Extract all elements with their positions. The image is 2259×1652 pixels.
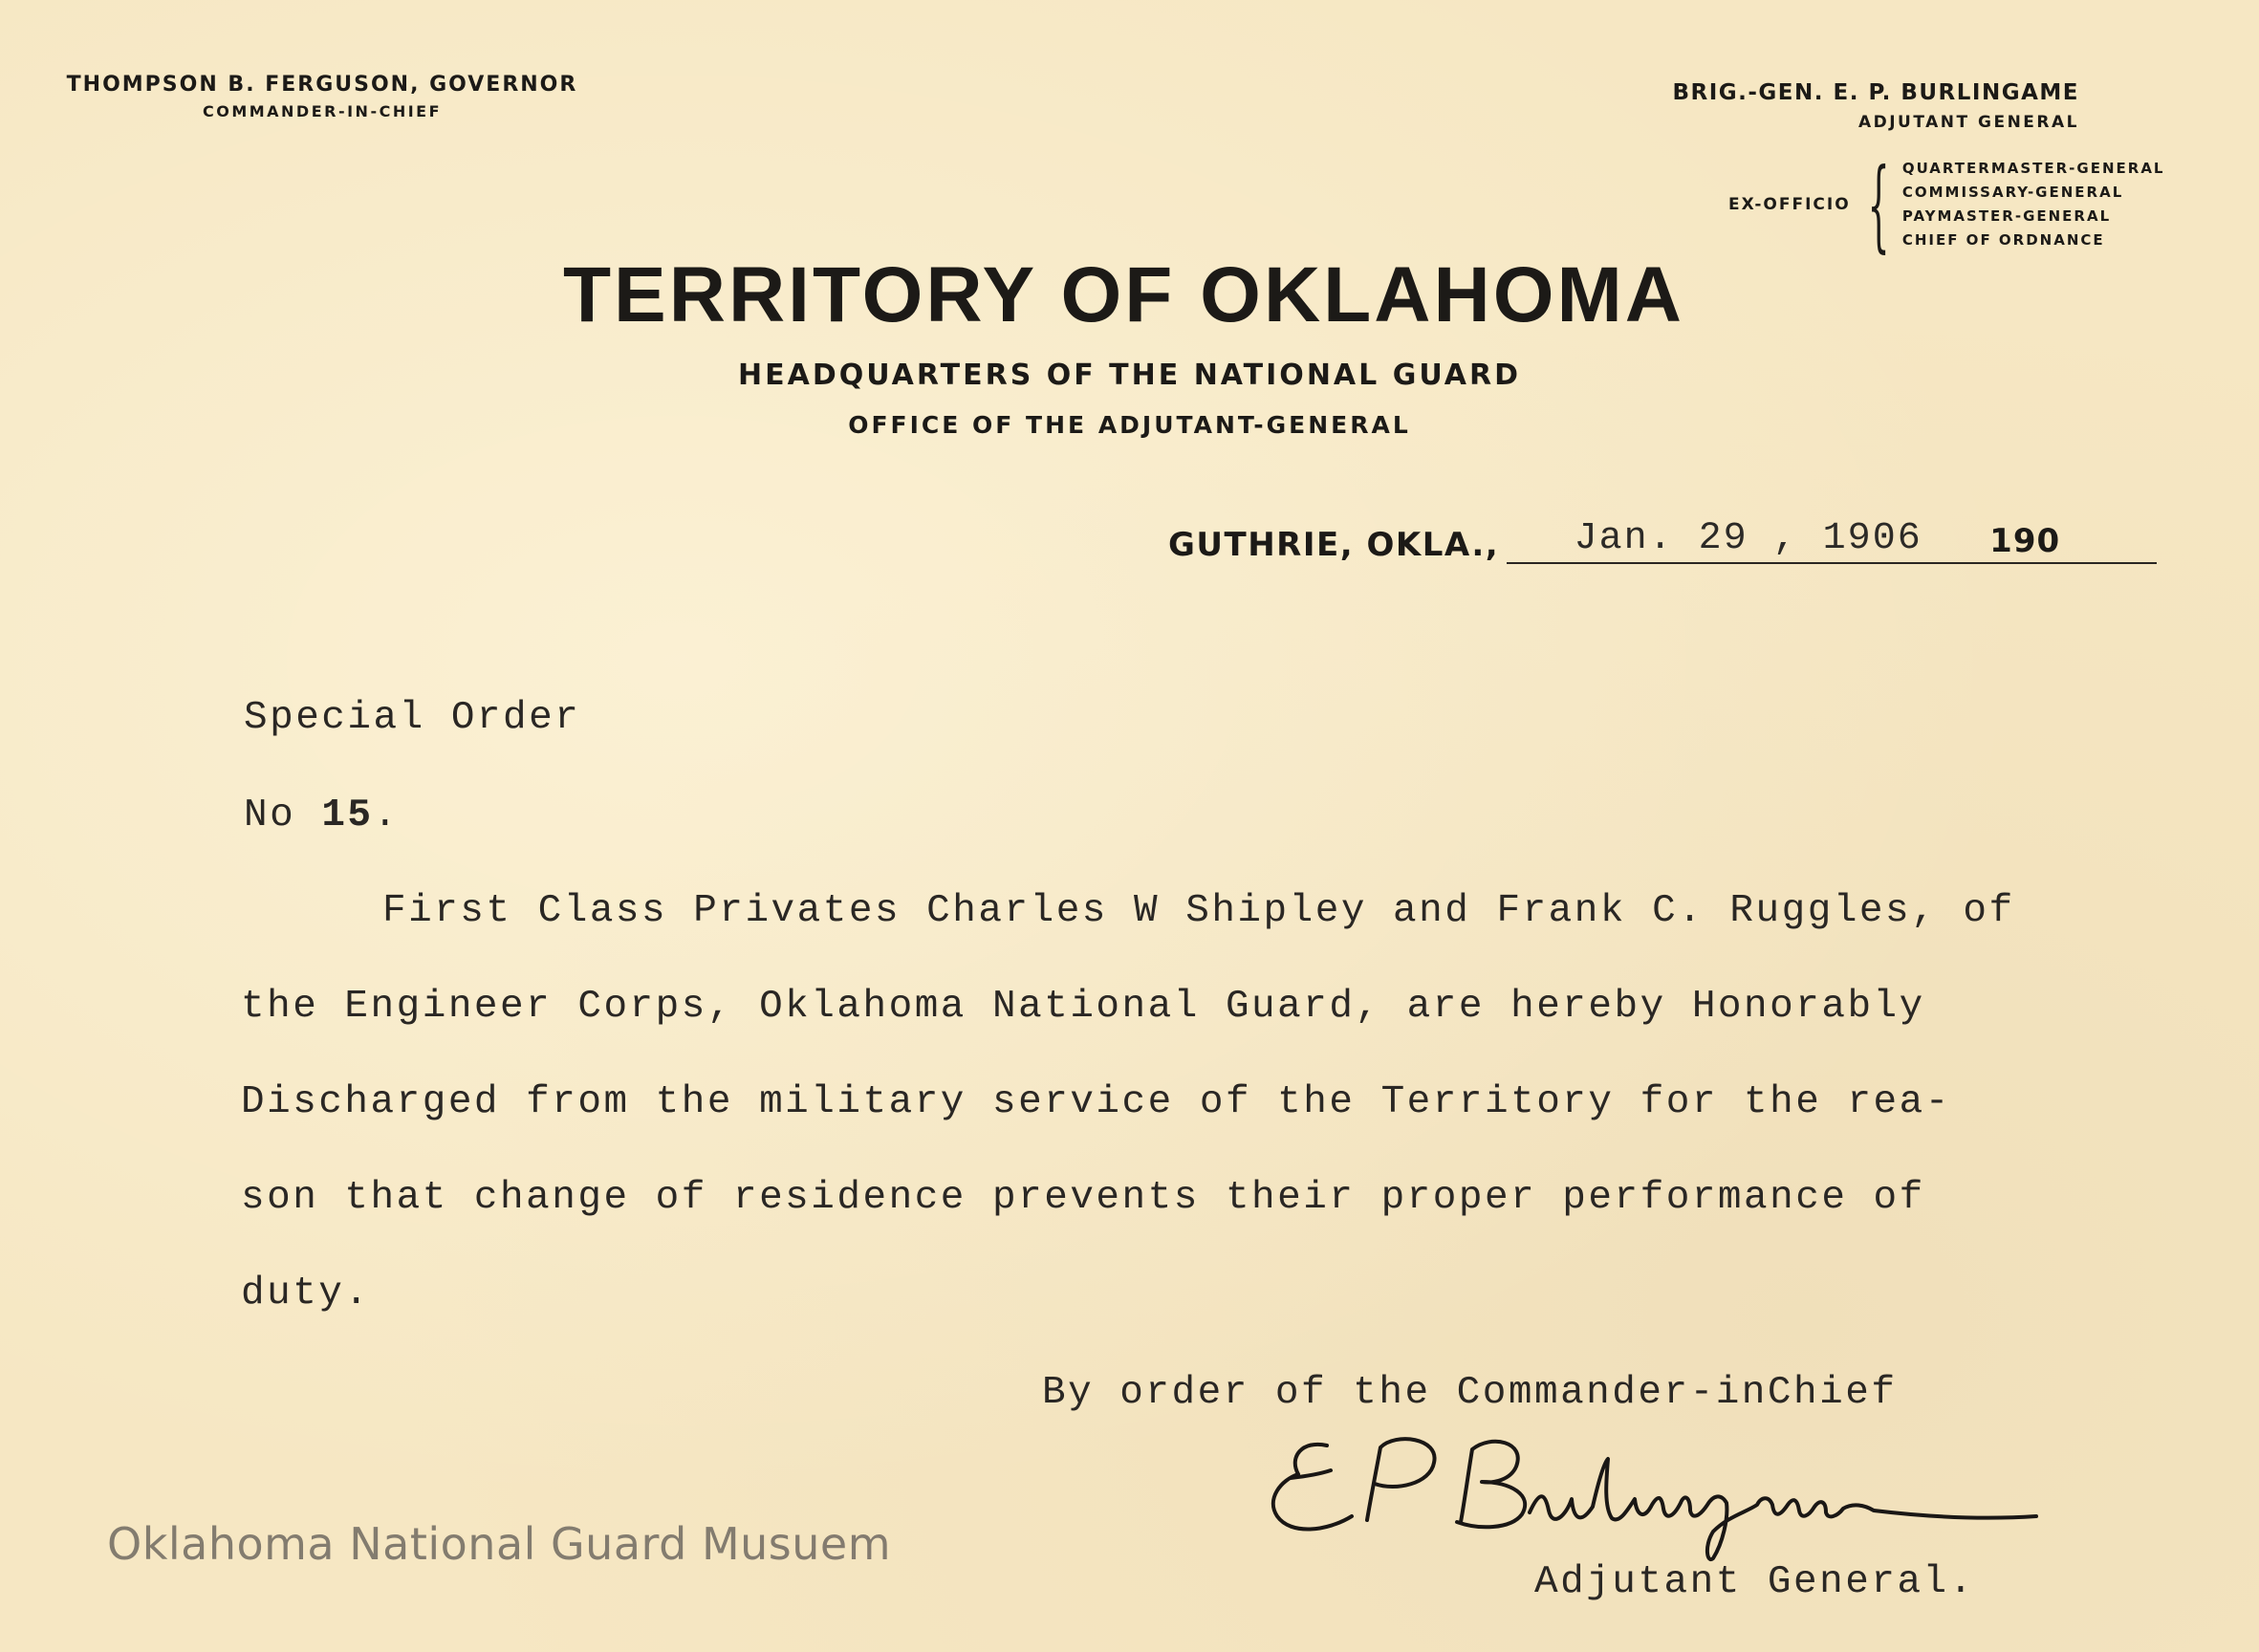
order-number-suffix: . [373, 793, 400, 837]
ex-officio-role: CHIEF OF ORDNANCE [1901, 231, 2105, 249]
ex-officio-role: QUARTERMASTER-GENERAL [1901, 160, 2165, 177]
dateline-typed-date: Jan. 29 , 1906 [1507, 517, 1989, 564]
governor-block [50, 73, 595, 120]
order-title: Special Order [244, 696, 581, 740]
order-number-line [244, 793, 400, 837]
body-line: son that change of residence prevents their proper performance of [241, 1176, 1925, 1220]
ex-officio-roles [1902, 157, 2165, 252]
order-number: 15 [321, 793, 374, 837]
brace-icon: { [1867, 146, 1890, 263]
governor-title: COMMANDER-IN-CHIEF [202, 102, 443, 120]
adjutant-name: BRIG.-GEN. E. P. BURLINGAME [1672, 80, 2079, 105]
order-number-label: No [244, 793, 296, 837]
adjutant-block [1672, 80, 2079, 132]
adjutant-title: ADJUTANT GENERAL [1857, 113, 2079, 132]
dateline-printed-year: 190 [1989, 522, 2157, 564]
body-line: First Class Privates Charles W Shipley and Frank C. Ruggles, of [382, 889, 2015, 933]
governor-name: THOMPSON B. FERGUSON, GOVERNOR [66, 73, 578, 97]
page-title [0, 251, 2259, 338]
ex-officio-role: COMMISSARY-GENERAL [1901, 184, 2124, 201]
signature [1252, 1424, 2055, 1573]
headquarters-line: HEADQUARTERS OF THE NATIONAL GUARD [738, 359, 1521, 392]
closing-line: By order of the Commander-inChief [1042, 1371, 1898, 1415]
territory-title: TERRITORY OF OKLAHOMA [562, 251, 1685, 338]
dateline-place: GUTHRIE, OKLA., [1168, 526, 1500, 564]
signatory-title: Adjutant General. [1534, 1560, 1975, 1604]
ex-officio-role: PAYMASTER-GENERAL [1901, 207, 2112, 225]
body-line: Discharged from the military service of the Territory for the rea- [241, 1080, 1951, 1124]
dateline [1168, 514, 2157, 564]
body-line: the Engineer Corps, Oklahoma National Guard, are hereby Honorably [241, 985, 1925, 1029]
ex-officio-block [1728, 146, 2165, 263]
ex-officio-label: EX-OFFICIO [1728, 195, 1851, 214]
office-line: OFFICE OF THE ADJUTANT-GENERAL [848, 411, 1411, 439]
signature-icon [1252, 1424, 2055, 1568]
body-line: duty. [241, 1272, 371, 1315]
museum-watermark: Oklahoma National Guard Musuem [107, 1518, 892, 1570]
